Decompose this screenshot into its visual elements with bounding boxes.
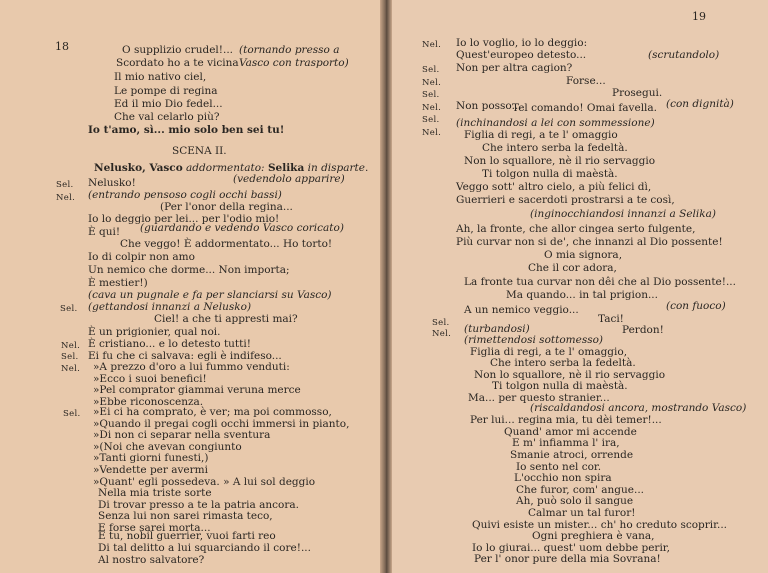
verse-line: Taci! [598,312,624,325]
verse-line: Io lo giurai... quest' uom debbe perir, [472,541,671,554]
verse-line: Il mio nativo ciel, [114,71,207,83]
speaker-label: Nel. [61,340,81,351]
verse-line: È un prigionier, qual noi. [88,325,221,338]
verse-line: Forse... [566,75,606,87]
verse-line: È mestier!) [88,277,148,289]
stage-direction: (scrutandolo) [648,49,720,61]
speaker-label: Nel. [422,103,442,113]
stage-direction: (rimettendosi sottomesso) [464,333,604,346]
speaker-label: Sel. [422,65,440,75]
verse-line: »Quant' egli possedeva. » A lui sol deggio [93,475,316,488]
verse-line: Non lo squallore, nè il rio servaggio [464,155,656,167]
verse-line: Io lo deggio per lei... per l'odio mio! [88,213,280,225]
verse-line: Non posso... [456,100,522,112]
speaker-label: Sel. [60,304,78,315]
verse-line: »Pel comprator giammai veruna merce [93,384,301,397]
speaker-label: Sel. [422,115,440,125]
verse-line: Ciel! a che ti appresti mai? [154,313,298,326]
verse-line: E forse sarei morta... [98,521,211,534]
stage-direction: (vedendolo apparire) [233,173,345,185]
verse-line: Smanie atroci, orrende [510,449,634,461]
verse-line: È cristiano... e lo detesto tutti! [88,338,251,351]
scene-heading: SCENA II. [172,145,227,157]
verse-line: »Vendette per avermi [93,464,208,476]
verse-line: Ma quando... in tal prigion... [506,289,658,301]
verse-line: Io lo voglio, io lo deggio: [456,37,588,49]
verse-line: Io t'amo, sì... mio solo ben sei tu! [88,124,285,136]
book-gutter [380,0,392,573]
verse-line: Nelusko! [88,177,136,189]
right-page [386,0,768,573]
verse-line: Quand' amor mi accende [504,425,637,438]
verse-line: Ma... per questo stranier... [468,391,610,404]
speaker-label: Sel. [63,409,81,419]
cast-name: Selika [267,162,305,174]
speaker-label: Nel. [422,128,442,138]
speaker-label: Sel. [432,317,450,328]
verse-line: Un nemico che dorme... Non importa; [88,264,290,276]
cast-note: in disparte. [307,162,369,174]
cast-names: Nelusko, Vasco [94,162,183,174]
verse-line: Nella mia triste sorte [98,487,212,499]
speaker-label: Nel. [56,193,76,203]
verse-line: O mia signora, [544,249,623,261]
stage-direction: (entrando pensoso cogli occhi bassi) [88,189,282,201]
verse-line: Che intero serba la fedeltà. [482,142,628,154]
stage-direction: (con fuoco) [666,300,726,312]
speaker-label: Nel. [422,78,442,88]
verse-line: Io sento nel cor. [516,460,602,473]
verse-line: E m' infiamma l' ira, [512,437,620,450]
verse-line: E tu, nobil guerrier, vuoi farti reo [98,530,276,543]
stage-direction: (tornando presso a [239,44,340,56]
stage-direction: (inchinandosi a lei con sommessione) [456,117,655,129]
verse-line: Prosegui. [612,87,663,99]
verse-line: Ti tolgon nulla di maèstà. [482,168,618,180]
verse-line: Scordato ho a te vicina [116,57,239,69]
verse-line: Senza lui non sarei rimasta teco, [98,510,273,523]
cast-note: addormentato: [186,162,265,174]
speaker-label: Sel. [422,90,440,100]
page-number: 18 [55,40,69,53]
verse-line: Ti tolgon nulla di maèstà. [492,380,628,393]
verse-line: Ogni preghiera è vana, [532,530,655,543]
verse-line: Non lo squallore, nè il rio servaggio [474,368,666,381]
verse-line: Che il cor adora, [528,262,617,274]
verse-line: Tel comando! Omai favella. [512,102,658,114]
verse-line: La fronte tua curvar non dêi che al Dio possente!... [464,276,736,288]
verse-line: L'occhio non spira [514,472,612,485]
stage-direction: (con dignità) [666,98,734,110]
verse-line: Quivi esiste un mister... ch' ho creduto scoprir... [472,518,728,531]
verse-line: »(Noi che avevan congiunto [93,440,242,453]
verse-line: »A prezzo d'oro a lui fummo venduti: [93,361,290,374]
stage-direction: (inginocchiandosi innanzi a Selika) [530,208,716,220]
verse-line: Figlia di regi, a te l' omaggio [464,129,618,141]
speaker-label: Sel. [61,352,79,363]
verse-line: Che intero serba la fedeltà. [490,357,636,370]
verse-line: È qui! [88,226,121,238]
verse-line: Veggo sott' altro cielo, a più felici dì, [456,181,652,193]
stage-direction: (guardando e vedendo Vasco coricato) [140,222,344,234]
verse-line: »Quando il pregai cogli occhi immersi in pianto, [93,417,350,430]
verse-line: »Di non ci separar nella sventura [93,429,271,442]
stage-direction: (gettandosi innanzi a Nelusko) [88,300,252,313]
verse-line: Di tal delitto a lui squarciando il core!... [98,542,311,554]
verse-line: Di trovar presso a te la patria ancora. [98,498,299,511]
stage-direction: (turbandosi) [464,323,530,336]
speaker-label: Nel. [61,363,81,374]
verse-line: Ei fu che ci salvava: egli è indifeso... [88,349,282,362]
verse-line: Non per altra cagion? [456,62,573,74]
verse-line: Che val celarlo più? [114,111,220,123]
verse-line: Quest'europeo detesto... [456,49,587,61]
verse-line: »Ei ci ha comprato, è ver; ma poi commosso, [93,406,332,419]
speaker-label: Nel. [432,328,452,339]
verse-line: Calmar un tal furor! [528,507,636,519]
verse-line: Perdon! [622,324,664,337]
verse-line: O supplizio crudel!... [122,44,233,56]
verse-line: Ah, la fronte, che allor cingea serto fulgente, [456,223,696,235]
verse-line: »Ebbe riconoscenza. [93,395,204,408]
verse-line: Per lui... regina mia, tu dèi temer!... [470,414,662,427]
stage-direction: Vasco con trasporto) [239,57,349,69]
verse-line: Le pompe di regina [114,85,218,97]
page-number: 19 [692,10,706,23]
verse-line: (Per l'onor della regina... [160,201,293,213]
verse-line: Che veggo! È addormentato... Ho torto! [120,238,333,250]
stage-direction: (cava un pugnale e fa per slanciarsi su Vasco) [88,289,332,301]
verse-line: Figlia di regi, a te l' omaggio, [470,345,628,358]
verse-line: Al nostro salvatore? [98,553,205,566]
verse-line: Per l' onor pure della mia Sovrana! [474,553,661,566]
verse-line: Più curvar non si de', che innanzi al Dio possente! [456,236,723,248]
verse-line: »Tanti giorni funesti,) [93,452,209,465]
verse-line: Che furor, com' angue... [516,483,644,496]
verse-line: Guerrieri e sacerdoti prostrarsi a te così, [456,194,675,206]
stage-direction: (riscaldandosi ancora, mostrando Vasco) [530,401,747,414]
verse-line: Ed il mio Dio fedel... [114,98,223,110]
verse-line: Io di colpir non amo [88,251,195,263]
verse-line: A un nemico veggio... [464,303,579,316]
verse-line: Ah, può solo il sangue [516,495,634,508]
verse-line: »Ecco i suoi benefici! [93,372,207,385]
speaker-label: Sel. [56,180,74,190]
speaker-label: Nel. [422,40,442,50]
